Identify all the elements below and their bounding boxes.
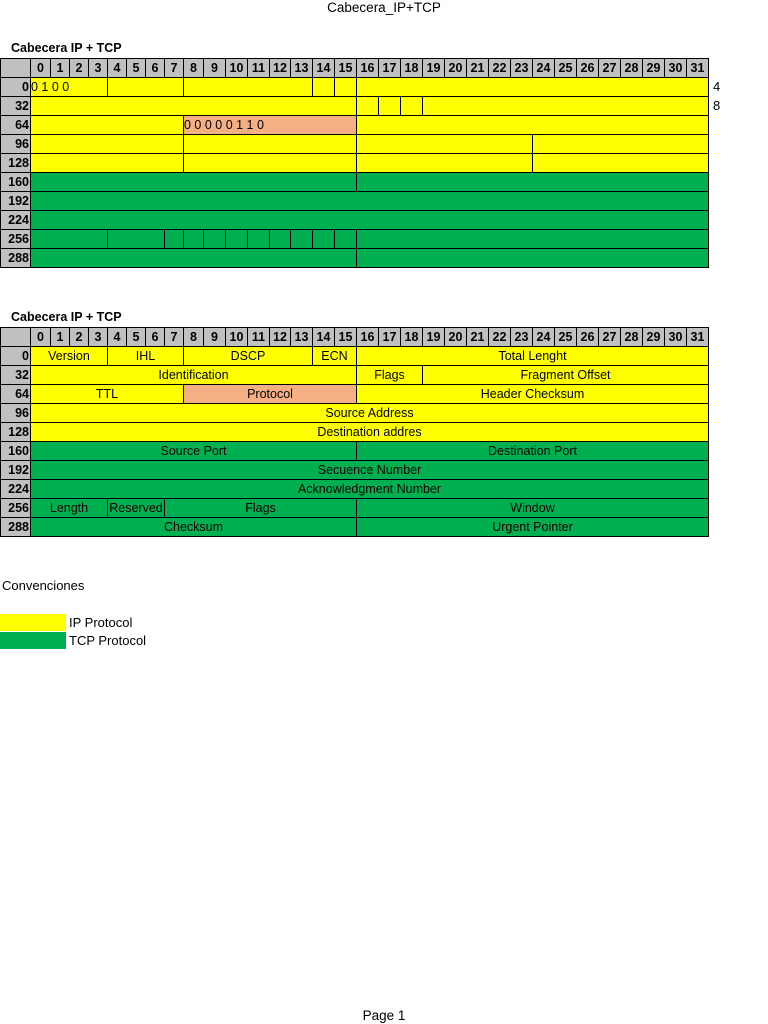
side-note: 4 bbox=[713, 79, 721, 94]
bit-number-header: 9 bbox=[204, 59, 226, 78]
flag-bit-cell bbox=[357, 97, 379, 116]
total-length-cell bbox=[357, 78, 709, 97]
row-offset-label: 256 bbox=[1, 230, 31, 249]
table-row bbox=[1, 347, 709, 366]
data-offset-cell bbox=[31, 230, 108, 249]
destination-port-field: Destination Port bbox=[357, 442, 709, 461]
bit-number-header: 28 bbox=[621, 59, 643, 78]
bit-number-header: 1 bbox=[51, 59, 70, 78]
bit-number-header: 24 bbox=[533, 59, 555, 78]
row-offset-label: 96 bbox=[1, 135, 31, 154]
bit-number-header: 13 bbox=[291, 59, 313, 78]
urgent-pointer-field: Urgent Pointer bbox=[357, 518, 709, 537]
row-offset-label: 160 bbox=[1, 173, 31, 192]
urgent-pointer-cell bbox=[357, 249, 709, 268]
source-address-cell bbox=[31, 135, 184, 154]
table-row bbox=[1, 423, 709, 442]
version-bits-cell: 0 1 0 0 bbox=[31, 78, 108, 97]
table-row bbox=[1, 97, 709, 116]
bit-number-header: 31 bbox=[687, 328, 709, 347]
bit-number-header: 8 bbox=[184, 59, 204, 78]
protocol-bits-cell: 0 0 0 0 0 1 1 0 bbox=[184, 116, 357, 135]
reserved-cell bbox=[108, 230, 165, 249]
bit-number-header: 14 bbox=[313, 328, 335, 347]
ack-number-cell bbox=[31, 211, 709, 230]
bit-number-header: 18 bbox=[401, 328, 423, 347]
table-row bbox=[1, 230, 709, 249]
bit-number-header: 5 bbox=[127, 59, 146, 78]
sequence-number-cell bbox=[31, 192, 709, 211]
bit-number-header: 3 bbox=[89, 328, 108, 347]
row-offset-label: 288 bbox=[1, 518, 31, 537]
table-row bbox=[1, 385, 709, 404]
tcp-flag-bit-cell bbox=[204, 230, 226, 249]
ecn-cell-a bbox=[313, 78, 335, 97]
row-offset-label: 192 bbox=[1, 192, 31, 211]
table-row bbox=[1, 518, 709, 537]
tcp-flag-bit-cell bbox=[313, 230, 335, 249]
bit-number-header: 29 bbox=[643, 328, 665, 347]
legend-title: Convenciones bbox=[2, 578, 85, 593]
tcp-flag-bit-cell bbox=[165, 230, 184, 249]
source-address-cell bbox=[184, 135, 357, 154]
tcp-flag-bit-cell bbox=[248, 230, 270, 249]
bit-number-header: 15 bbox=[335, 328, 357, 347]
protocol-field: Protocol bbox=[184, 385, 357, 404]
bit-number-header: 5 bbox=[127, 328, 146, 347]
bit-number-header: 28 bbox=[621, 328, 643, 347]
bit-number-header: 29 bbox=[643, 59, 665, 78]
source-address-field: Source Address bbox=[31, 404, 709, 423]
bit-number-header: 6 bbox=[146, 328, 165, 347]
row-offset-label: 256 bbox=[1, 499, 31, 518]
bit-number-header: 18 bbox=[401, 59, 423, 78]
checksum-cell bbox=[31, 249, 357, 268]
bit-number-header: 19 bbox=[423, 59, 445, 78]
row-offset-label: 32 bbox=[1, 97, 31, 116]
document-title: Cabecera_IP+TCP bbox=[327, 0, 441, 15]
header-corner-cell bbox=[1, 59, 31, 78]
bit-number-header: 20 bbox=[445, 328, 467, 347]
bit-number-header: 23 bbox=[511, 59, 533, 78]
bit-number-header: 3 bbox=[89, 59, 108, 78]
bit-number-header: 14 bbox=[313, 59, 335, 78]
bit-number-header: 22 bbox=[489, 59, 511, 78]
row-offset-label: 0 bbox=[1, 347, 31, 366]
destination-address-cell bbox=[31, 154, 184, 173]
bit-number-header: 2 bbox=[70, 59, 89, 78]
bit-number-header: 27 bbox=[599, 59, 621, 78]
source-address-cell bbox=[357, 135, 533, 154]
flag-bit-cell bbox=[401, 97, 423, 116]
destination-address-cell bbox=[357, 154, 533, 173]
bit-number-header: 17 bbox=[379, 328, 401, 347]
row-offset-label: 128 bbox=[1, 423, 31, 442]
bit-number-header: 23 bbox=[511, 328, 533, 347]
bit-number-header: 30 bbox=[665, 59, 687, 78]
bit-number-header: 30 bbox=[665, 328, 687, 347]
destination-address-field: Destination addres bbox=[31, 423, 709, 442]
ecn-field: ECN bbox=[313, 347, 357, 366]
tcp-flag-bit-cell bbox=[291, 230, 313, 249]
ihl-field: IHL bbox=[108, 347, 184, 366]
row-offset-label: 288 bbox=[1, 249, 31, 268]
table-row bbox=[1, 499, 709, 518]
table-row bbox=[1, 154, 709, 173]
table1-title: Cabecera IP + TCP bbox=[11, 41, 122, 55]
identification-field: Identification bbox=[31, 366, 357, 385]
table-row bbox=[1, 442, 709, 461]
fragment-offset-cell bbox=[423, 97, 709, 116]
sequence-number-field: Secuence Number bbox=[31, 461, 709, 480]
table-row bbox=[1, 116, 709, 135]
bit-number-header: 8 bbox=[184, 328, 204, 347]
header-checksum-cell bbox=[357, 116, 709, 135]
ecn-cell-b bbox=[335, 78, 357, 97]
bit-number-header: 10 bbox=[226, 59, 248, 78]
row-offset-label: 0 bbox=[1, 78, 31, 97]
tcp-flag-bit-cell bbox=[184, 230, 204, 249]
bit-number-header: 31 bbox=[687, 59, 709, 78]
bit-number-header: 17 bbox=[379, 59, 401, 78]
table-row bbox=[1, 404, 709, 423]
bit-number-header: 4 bbox=[108, 59, 127, 78]
row-offset-label: 160 bbox=[1, 442, 31, 461]
bit-number-header: 19 bbox=[423, 328, 445, 347]
bit-number-header: 7 bbox=[165, 328, 184, 347]
bit-number-header: 21 bbox=[467, 59, 489, 78]
destination-address-cell bbox=[184, 154, 357, 173]
tcp-color-swatch bbox=[0, 632, 66, 649]
source-port-field: Source Port bbox=[31, 442, 357, 461]
bit-number-header: 16 bbox=[357, 59, 379, 78]
bit-number-header: 9 bbox=[204, 328, 226, 347]
table2-title: Cabecera IP + TCP bbox=[11, 310, 122, 324]
bit-number-header: 21 bbox=[467, 328, 489, 347]
row-offset-label: 224 bbox=[1, 480, 31, 499]
header-corner-cell bbox=[1, 328, 31, 347]
destination-port-cell bbox=[357, 173, 709, 192]
bit-number-header: 12 bbox=[270, 59, 291, 78]
ack-number-field: Acknowledgment Number bbox=[31, 480, 709, 499]
ihl-cell bbox=[108, 78, 184, 97]
bit-header-row bbox=[1, 328, 709, 347]
bit-number-header: 26 bbox=[577, 59, 599, 78]
header-checksum-field: Header Checksum bbox=[357, 385, 709, 404]
bit-number-header: 11 bbox=[248, 328, 270, 347]
bit-number-header: 15 bbox=[335, 59, 357, 78]
bit-number-header: 6 bbox=[146, 59, 165, 78]
window-cell bbox=[357, 230, 709, 249]
bit-number-header: 2 bbox=[70, 328, 89, 347]
dscp-field: DSCP bbox=[184, 347, 313, 366]
side-note: 8 bbox=[713, 98, 721, 113]
row-offset-label: 224 bbox=[1, 211, 31, 230]
fragment-offset-field: Fragment Offset bbox=[423, 366, 709, 385]
tcp-flag-bit-cell bbox=[270, 230, 291, 249]
version-field: Version bbox=[31, 347, 108, 366]
bit-number-header: 1 bbox=[51, 328, 70, 347]
bit-number-header: 25 bbox=[555, 59, 577, 78]
row-offset-label: 192 bbox=[1, 461, 31, 480]
identification-cell bbox=[31, 97, 357, 116]
length-field: Length bbox=[31, 499, 108, 518]
bit-number-header: 0 bbox=[31, 59, 51, 78]
bit-number-header: 26 bbox=[577, 328, 599, 347]
row-offset-label: 96 bbox=[1, 404, 31, 423]
table-row bbox=[1, 173, 709, 192]
bit-number-header: 13 bbox=[291, 328, 313, 347]
row-offset-label: 64 bbox=[1, 385, 31, 404]
window-field: Window bbox=[357, 499, 709, 518]
bit-number-header: 20 bbox=[445, 59, 467, 78]
row-offset-label: 128 bbox=[1, 154, 31, 173]
bit-number-header: 24 bbox=[533, 328, 555, 347]
table-row bbox=[1, 249, 709, 268]
header-fields-table bbox=[0, 327, 709, 537]
tcp-flag-bit-cell bbox=[335, 230, 357, 249]
ip-color-swatch bbox=[0, 614, 66, 631]
checksum-field: Checksum bbox=[31, 518, 357, 537]
bit-header-row bbox=[1, 59, 709, 78]
ip-flags-field: Flags bbox=[357, 366, 423, 385]
ttl-field: TTL bbox=[31, 385, 184, 404]
table-row bbox=[1, 366, 709, 385]
flag-bit-cell bbox=[379, 97, 401, 116]
row-offset-label: 64 bbox=[1, 116, 31, 135]
bit-number-header: 0 bbox=[31, 328, 51, 347]
dscp-cell bbox=[184, 78, 313, 97]
reserved-field: Reserved bbox=[108, 499, 165, 518]
bit-number-header: 27 bbox=[599, 328, 621, 347]
tcp-flags-field: Flags bbox=[165, 499, 357, 518]
destination-address-cell bbox=[533, 154, 709, 173]
bit-number-header: 12 bbox=[270, 328, 291, 347]
table-row bbox=[1, 461, 709, 480]
total-length-field: Total Lenght bbox=[357, 347, 709, 366]
ip-legend-label: IP Protocol bbox=[69, 615, 133, 630]
table-row bbox=[1, 78, 709, 97]
bit-number-header: 25 bbox=[555, 328, 577, 347]
bit-number-header: 7 bbox=[165, 59, 184, 78]
source-port-cell bbox=[31, 173, 357, 192]
table-row bbox=[1, 211, 709, 230]
page-footer: Page 1 bbox=[362, 1008, 406, 1023]
bit-number-header: 22 bbox=[489, 328, 511, 347]
source-address-cell bbox=[533, 135, 709, 154]
row-offset-label: 32 bbox=[1, 366, 31, 385]
table-row bbox=[1, 192, 709, 211]
bit-layout-table bbox=[0, 58, 709, 268]
table-row bbox=[1, 135, 709, 154]
table-row bbox=[1, 480, 709, 499]
tcp-legend-label: TCP Protocol bbox=[69, 633, 147, 648]
tcp-flag-bit-cell bbox=[226, 230, 248, 249]
bit-number-header: 10 bbox=[226, 328, 248, 347]
bit-number-header: 4 bbox=[108, 328, 127, 347]
bit-number-header: 16 bbox=[357, 328, 379, 347]
bit-number-header: 11 bbox=[248, 59, 270, 78]
ttl-cell bbox=[31, 116, 184, 135]
